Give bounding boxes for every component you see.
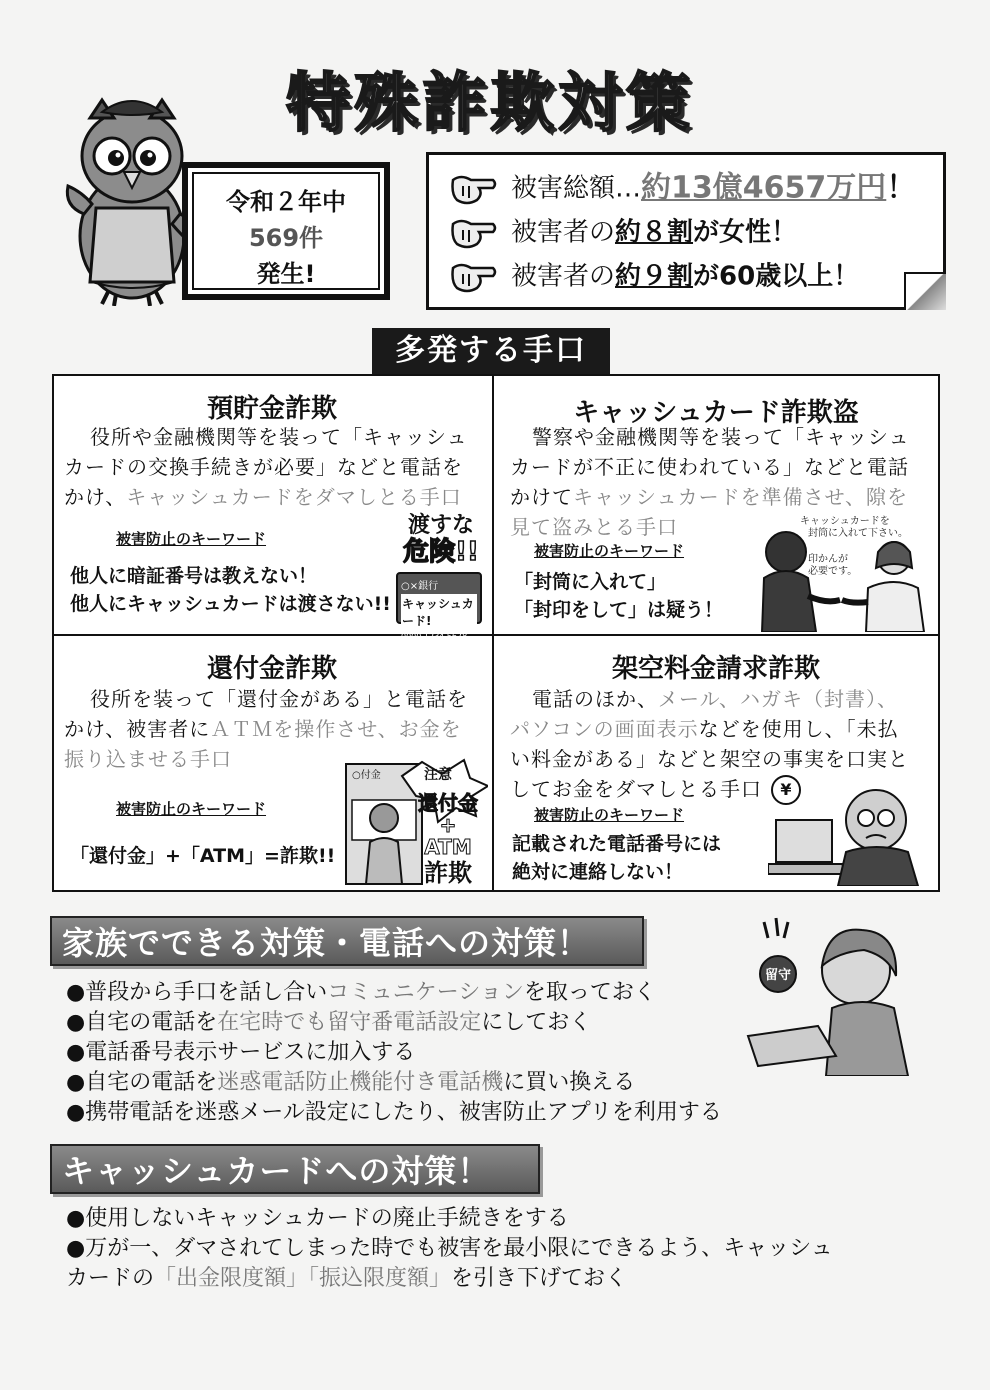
measure-text: ●普段から手口を話し合い	[66, 980, 328, 1005]
keyword-line: 「封印をして」は疑う！	[514, 599, 724, 621]
card-measure-item	[66, 1234, 833, 1264]
measure-text: にしておく	[481, 1010, 592, 1035]
answering-machine-badge: 留守	[764, 968, 791, 983]
stat-elderly-ratio	[449, 257, 929, 295]
equation-term: ATM	[424, 835, 472, 859]
case-deposit-line: 役所や金融機関等を装って「キャッシュ	[90, 425, 468, 449]
pointing-hand-icon	[449, 260, 497, 294]
measure-text: を引き下げておく	[451, 1266, 628, 1291]
case-bill-title: 架空料金請求詐欺	[611, 654, 820, 684]
grid-divider-vertical	[492, 374, 494, 892]
common-methods-heading: 多発する手口	[372, 328, 610, 374]
case-bill-text: 電話のほか、	[532, 687, 658, 711]
page-curl-decoration	[904, 272, 946, 310]
case-card-theft-keyword-label: 被害防止のキーワード	[534, 542, 685, 560]
stat-women-suffix: が女性！	[693, 217, 798, 248]
case-card-theft-line: 警察や金融機関等を装って「キャッシュ	[532, 425, 910, 449]
officer-speech-bubble-2	[808, 554, 857, 578]
equation-plus: +	[439, 813, 457, 837]
stat-elderly-value: 約９割	[615, 261, 694, 292]
stat-women-ratio	[449, 213, 929, 251]
dont-hand-over-illustration	[396, 513, 486, 641]
stat-total-prefix: 被害総額…	[511, 173, 642, 204]
family-measure-item	[66, 1068, 635, 1098]
case-refund-highlight: ＡＴＭを操作させ、お金を	[210, 717, 462, 741]
measure-text: ●自宅の電話を	[66, 1010, 218, 1035]
stat-elderly-prefix: 被害者の	[511, 261, 616, 292]
danger-text: 危険!!	[403, 537, 479, 567]
worried-man-pc-illustration	[768, 770, 934, 886]
case-deposit-text: かけ、	[64, 485, 127, 509]
case-deposit-line: カードの交換手続きが必要」などと電話を	[64, 455, 463, 479]
family-measure-item	[66, 1008, 591, 1038]
measure-text: を取っておく	[523, 980, 656, 1005]
family-measure-item	[66, 978, 656, 1008]
case-card-theft-title: キャッシュカード詐欺盗	[573, 398, 859, 428]
case-card-theft-line: カードが不正に使われている」などと電話	[510, 455, 909, 479]
stat-women-prefix: 被害者の	[511, 217, 616, 248]
measure-highlight: 在宅時でも留守番電話設定	[217, 1010, 482, 1035]
case-refund-title: 還付金詐欺	[206, 654, 337, 684]
bubble-line: 必要です。	[808, 566, 858, 577]
measure-text: カードの	[66, 1266, 155, 1291]
card-measure-item	[66, 1264, 627, 1294]
incident-period: 令和２年中	[226, 188, 346, 216]
case-bill-line	[510, 684, 936, 714]
caution-text: 注意	[424, 767, 452, 783]
card-label: キャッシュカード!	[401, 594, 477, 630]
case-deposit-line	[64, 482, 492, 512]
grid-divider-horizontal	[52, 634, 940, 636]
case-refund-line: 振り込ませる手口	[64, 747, 232, 771]
case-bill-line: してお金をダマしとる手口	[510, 777, 762, 801]
measure-highlight: 迷惑電話防止機能付き電話機	[217, 1070, 504, 1095]
case-deposit-title: 預貯金詐欺	[206, 394, 337, 424]
card-measure-item	[66, 1204, 569, 1234]
stat-total-damage	[449, 169, 929, 207]
woman-answering-machine-illustration	[738, 916, 938, 1076]
owl-mascot-illustration	[62, 96, 202, 306]
poster-text: ○付金	[352, 770, 381, 781]
damage-stats-box	[426, 152, 946, 310]
measure-text: に買い換える	[503, 1070, 636, 1095]
stat-elderly-suffix: が60歳以上！	[693, 261, 860, 292]
case-card-theft-keywords	[514, 568, 774, 624]
keyword-line: 「封筒に入れて」	[514, 571, 667, 593]
case-refund-keyword: 「還付金」+「ATM」=詐欺!!	[70, 845, 336, 867]
yen-symbol: ¥	[780, 780, 792, 799]
stat-total-value: 約13億4657万円	[641, 170, 887, 206]
case-bill-line: い料金がある」などと架空の事実を口実と	[510, 747, 909, 771]
incident-suffix: 発生!	[256, 260, 316, 288]
incident-count: 569件	[248, 224, 324, 252]
officer-speech-bubble	[800, 516, 908, 540]
case-bill-keyword-label: 被害防止のキーワード	[534, 806, 685, 824]
keyword-line: 他人に暗証番号は教えない！	[70, 565, 318, 587]
pointing-hand-icon	[449, 216, 497, 250]
family-measure-item	[66, 1038, 415, 1068]
case-refund-keyword-label: 被害防止のキーワード	[116, 800, 267, 818]
atm-warning-illustration	[342, 756, 488, 888]
case-bill-text: などを使用し、「未払	[698, 717, 899, 741]
equation-term: 還付金	[418, 791, 478, 815]
keyword-line: 記載された電話番号には	[512, 833, 722, 855]
refund-atm-equation	[410, 792, 486, 888]
measure-text: ●自宅の電話を	[66, 1070, 218, 1095]
cash-card-image	[396, 572, 482, 641]
case-bill-keywords	[512, 830, 772, 886]
measure-text: ●電話番号表示サービスに加入する	[66, 1040, 416, 1065]
incident-count-box	[182, 162, 390, 300]
bubble-line: 封筒に入れて下さい。	[808, 528, 908, 539]
case-card-theft-line	[510, 482, 936, 512]
case-deposit-highlight: キャッシュカードをダマしとる手口	[126, 485, 462, 509]
keyword-line: 絶対に連絡しない！	[512, 861, 684, 883]
page-title: 特殊詐欺対策	[286, 67, 694, 141]
card-bank-name: ○×銀行	[401, 581, 439, 592]
measure-highlight: 「出金限度額」「振込限度額」	[154, 1266, 452, 1291]
stat-total-suffix: ！	[886, 170, 917, 206]
bubble-line: 印かんが	[808, 554, 848, 565]
case-bill-highlight: パソコンの画面表示	[510, 717, 699, 741]
measure-text: ●携帯電話を迷惑メール設定にしたり、被害防止アプリを利用する	[66, 1100, 722, 1125]
warning-text: 渡すな	[407, 513, 474, 538]
card-number: 0000 1234 5678	[401, 632, 468, 641]
measure-text: ●使用しないキャッシュカードの廃止手続きをする	[66, 1206, 569, 1231]
equation-result: 詐欺	[424, 859, 472, 887]
case-deposit-keyword-label: 被害防止のキーワード	[116, 530, 267, 548]
pointing-hand-icon	[449, 172, 497, 206]
case-refund-text: かけ、被害者に	[64, 717, 211, 741]
case-bill-line	[510, 714, 936, 744]
bubble-line: キャッシュカードを	[800, 516, 890, 527]
case-deposit-keywords	[70, 562, 400, 618]
measure-text: ●万が一、ダマされてしまった時でも被害を最小限にできるよう、キャッシュ	[66, 1236, 833, 1261]
case-refund-line: 役所を装って「還付金がある」と電話を	[90, 687, 468, 711]
measure-highlight: コミュニケーション	[327, 980, 524, 1005]
case-deposit-body	[64, 422, 492, 512]
stat-women-value: 約８割	[615, 217, 694, 248]
family-measure-item	[66, 1098, 722, 1128]
cash-card-measures-header: キャッシュカードへの対策！	[50, 1144, 540, 1194]
case-card-theft-highlight: キャッシュカードを準備させ、隙を	[573, 485, 908, 509]
case-card-theft-text: かけて	[510, 485, 573, 509]
family-measures-header: 家族でできる対策・電話への対策！	[50, 916, 644, 966]
keyword-line: 他人にキャッシュカードは渡さない!!	[70, 593, 391, 615]
case-card-theft-line: 見て盗みとる手口	[510, 515, 678, 539]
case-bill-highlight: メール、ハガキ（封書）、	[658, 687, 898, 711]
case-refund-line	[64, 714, 492, 744]
